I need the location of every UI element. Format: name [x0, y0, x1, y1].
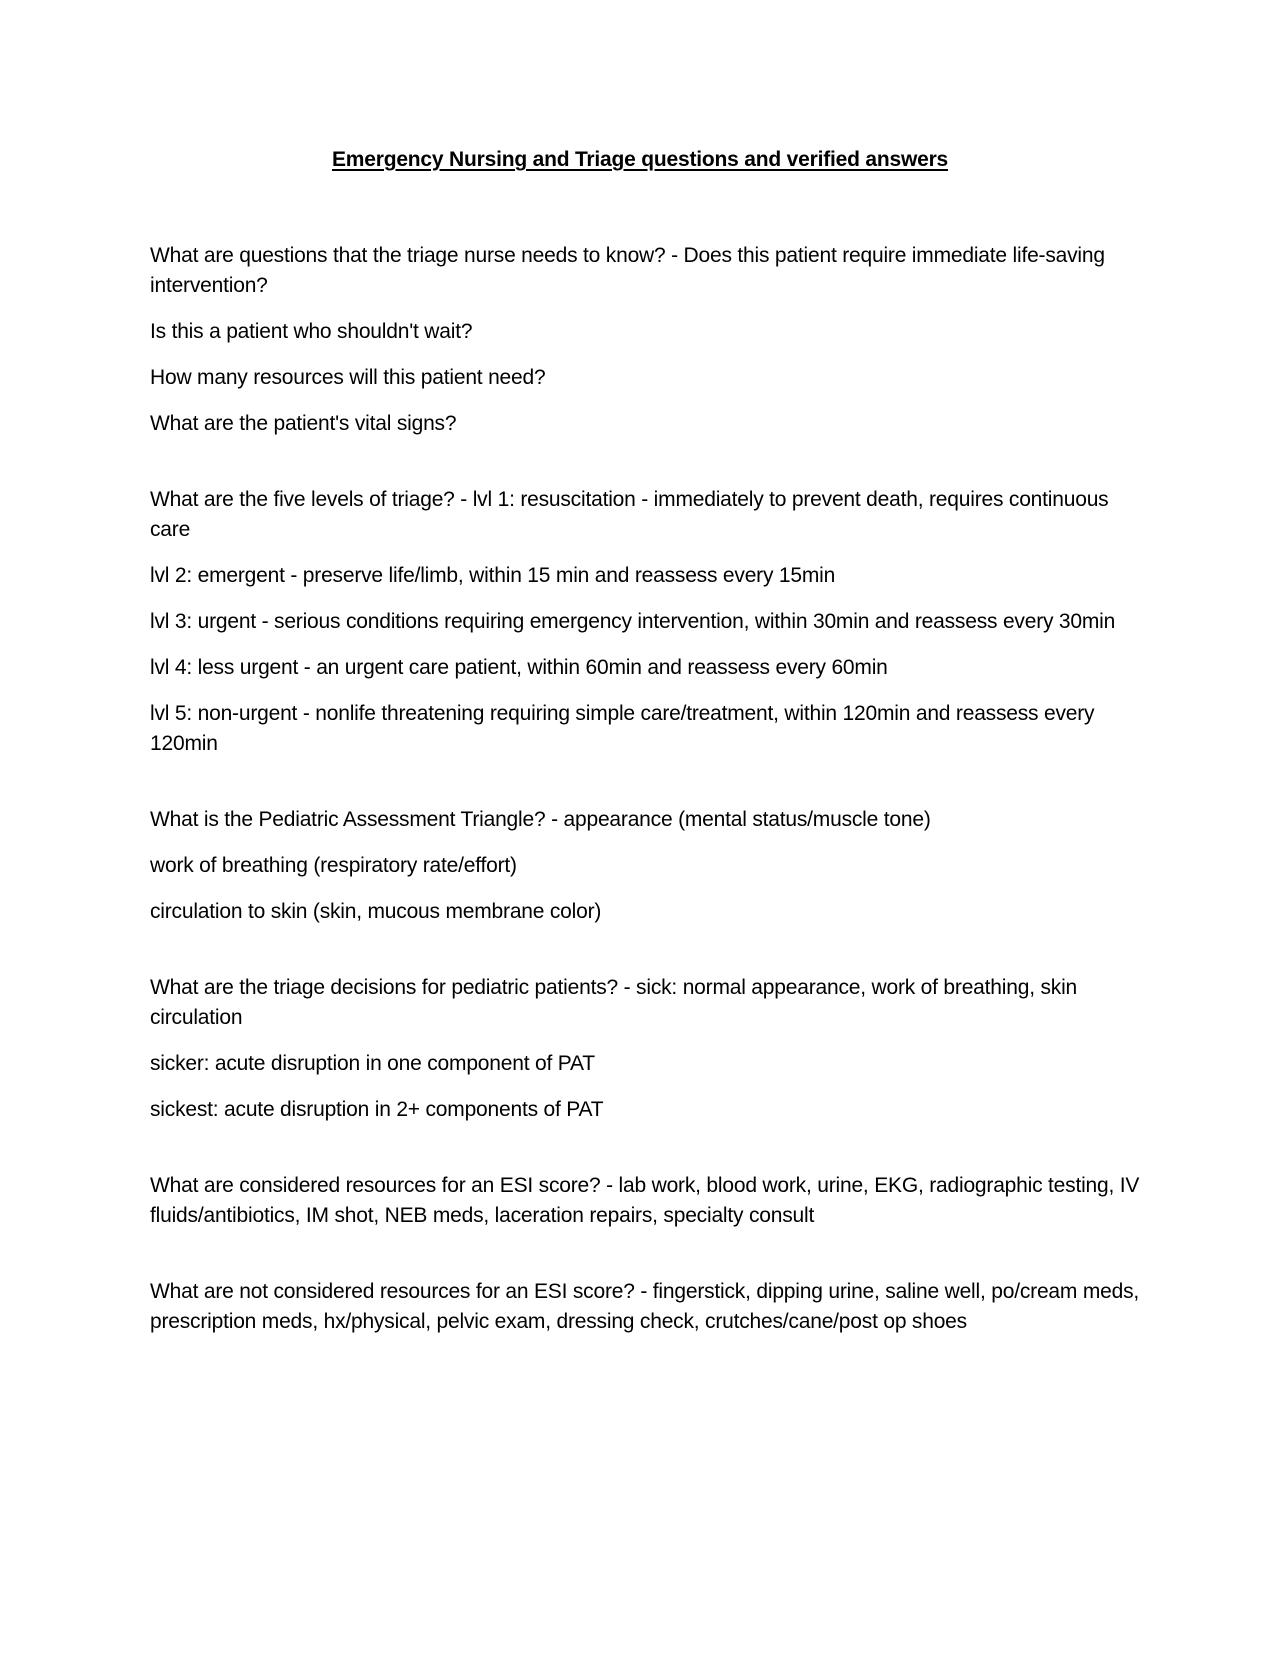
document-title: Emergency Nursing and Triage questions and verified answers	[331, 148, 949, 171]
qa-block-triage-questions	[150, 241, 1140, 439]
document-body	[150, 241, 1140, 1383]
qa-block-triage-levels	[150, 485, 1140, 759]
qa-block-pediatric-decisions	[150, 973, 1140, 1125]
paragraph: Is this a patient who shouldn't wait?	[150, 320, 473, 343]
qa-block-pediatric-triangle	[150, 805, 1140, 927]
qa-block-esi-resources	[150, 1171, 1140, 1231]
paragraph: What are questions that the triage nurse needs to know? - Does this patient require immediate life-saving intervention?	[150, 244, 1105, 297]
paragraph: lvl 4: less urgent - an urgent care patient, within 60min and reassess every 60min	[150, 656, 888, 679]
paragraph: What is the Pediatric Assessment Triangle? - appearance (mental status/muscle tone)	[150, 808, 931, 831]
paragraph: lvl 3: urgent - serious conditions requiring emergency intervention, within 30min and reassess every 30min	[150, 610, 1116, 633]
paragraph: sickest: acute disruption in 2+ components of PAT	[150, 1098, 604, 1121]
paragraph: work of breathing (respiratory rate/effort)	[150, 854, 517, 877]
paragraph: What are considered resources for an ESI score? - lab work, blood work, urine, EKG, radiographic testing, IV fluids/antibiotics, IM shot, NEB meds, laceration repairs, specialty consult	[150, 1174, 1140, 1227]
paragraph: How many resources will this patient need?	[150, 366, 546, 389]
paragraph: lvl 2: emergent - preserve life/limb, within 15 min and reassess every 15min	[150, 564, 836, 587]
paragraph: lvl 5: non-urgent - nonlife threatening requiring simple care/treatment, within 120min and reassess every 120min	[150, 702, 1095, 755]
qa-block-esi-non-resources	[150, 1277, 1140, 1337]
paragraph: circulation to skin (skin, mucous membrane color)	[150, 900, 602, 923]
paragraph: What are the five levels of triage? - lvl 1: resuscitation - immediately to prevent death, requires continuous care	[150, 488, 1109, 541]
paragraph: What are the triage decisions for pediatric patients? - sick: normal appearance, work of breathing, skin circulation	[150, 976, 1078, 1029]
paragraph: What are not considered resources for an ESI score? - fingerstick, dipping urine, saline well, po/cream meds, prescription meds, hx/physical, pelvic exam, dressing check, crutches/cane/post op shoes	[150, 1280, 1140, 1333]
paragraph: What are the patient's vital signs?	[150, 412, 457, 435]
paragraph: sicker: acute disruption in one component of PAT	[150, 1052, 595, 1075]
